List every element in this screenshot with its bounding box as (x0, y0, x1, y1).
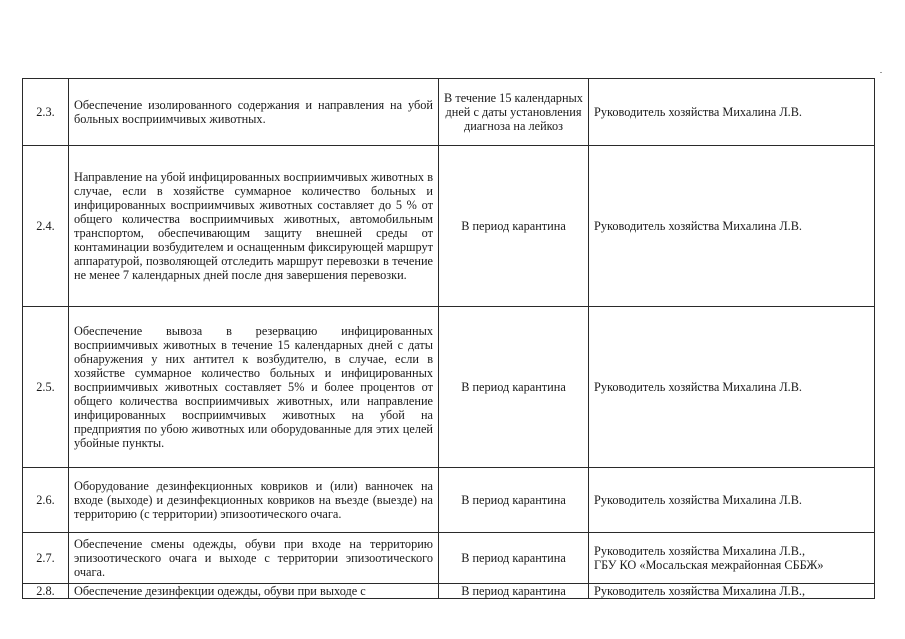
row-number: 2.7. (23, 533, 69, 584)
measure-text: Обеспечение изолированного содержания и направления на убой больных восприимчивых животных. (69, 79, 439, 146)
deadline-text: В течение 15 календарных дней с даты установления диагноза на лейкоз (439, 79, 589, 146)
table-row (23, 307, 875, 468)
responsible-text: Руководитель хозяйства Михалина Л.В. (589, 468, 875, 533)
responsible-line: Руководитель хозяйства Михалина Л.В., (594, 544, 806, 558)
deadline-text: В период карантина (439, 584, 589, 599)
measure-text: Направление на убой инфицированных восприимчивых животных в случае, если в хозяйстве суммарное количество больных и инфицированных восприимчивых животных составляет до 5 % от общего количества восприимчивых животных, автомобильным транспортом, обеспечивающим защиту внешней среды от контаминации возбудителем и оснащенным фиксирующей маршрут аппаратурой, позволяющей отследить маршрут перевозки в течение не менее 7 календарных дней после дня завершения перевозки. (69, 146, 439, 307)
responsible-text: Руководитель хозяйства Михалина Л.В. (589, 146, 875, 307)
row-number: 2.3. (23, 79, 69, 146)
deadline-text: В период карантина (439, 533, 589, 584)
measures-table (22, 78, 875, 599)
scan-speck (880, 72, 882, 73)
deadline-text: В период карантина (439, 146, 589, 307)
measure-text: Обеспечение вывоза в резервацию инфицированных восприимчивых животных в течение 15 календарных дней с даты обнаружения у них антител к возбудителю, в случае, если в хозяйстве суммарное количество больных и инфицированных восприимчивых животных составляет 5% и более процентов от общего количества восприимчивых животных, или направление инфицированных восприимчивых животных на убой на предприятия по убою животных или оборудованные для этих целей убойные пункты. (69, 307, 439, 468)
row-number: 2.4. (23, 146, 69, 307)
responsible-text: Руководитель хозяйства Михалина Л.В. (589, 307, 875, 468)
row-number: 2.6. (23, 468, 69, 533)
measure-text: Обеспечение смены одежды, обуви при входе на территорию эпизоотического очага и выходе с территории эпизоотического очага. (69, 533, 439, 584)
table-row (23, 146, 875, 307)
row-number: 2.8. (23, 584, 69, 599)
table-row (23, 584, 875, 599)
table-row (23, 79, 875, 146)
measure-text: Обеспечение дезинфекции одежды, обуви при выходе с (69, 584, 439, 599)
responsible-text: Руководитель хозяйства Михалина Л.В., (589, 584, 875, 599)
table-row (23, 468, 875, 533)
measure-text: Оборудование дезинфекционных ковриков и (или) ванночек на входе (выходе) и дезинфекционных ковриков на въезде (выезде) на территорию (с территории) эпизоотического очага. (69, 468, 439, 533)
row-number: 2.5. (23, 307, 69, 468)
responsible-line: ГБУ КО «Мосальская межрайонная СББЖ» (594, 558, 824, 572)
deadline-text: В период карантина (439, 307, 589, 468)
responsible-text: Руководитель хозяйства Михалина Л.В. (589, 79, 875, 146)
responsible-cell (589, 533, 875, 584)
table-row (23, 533, 875, 584)
deadline-text: В период карантина (439, 468, 589, 533)
